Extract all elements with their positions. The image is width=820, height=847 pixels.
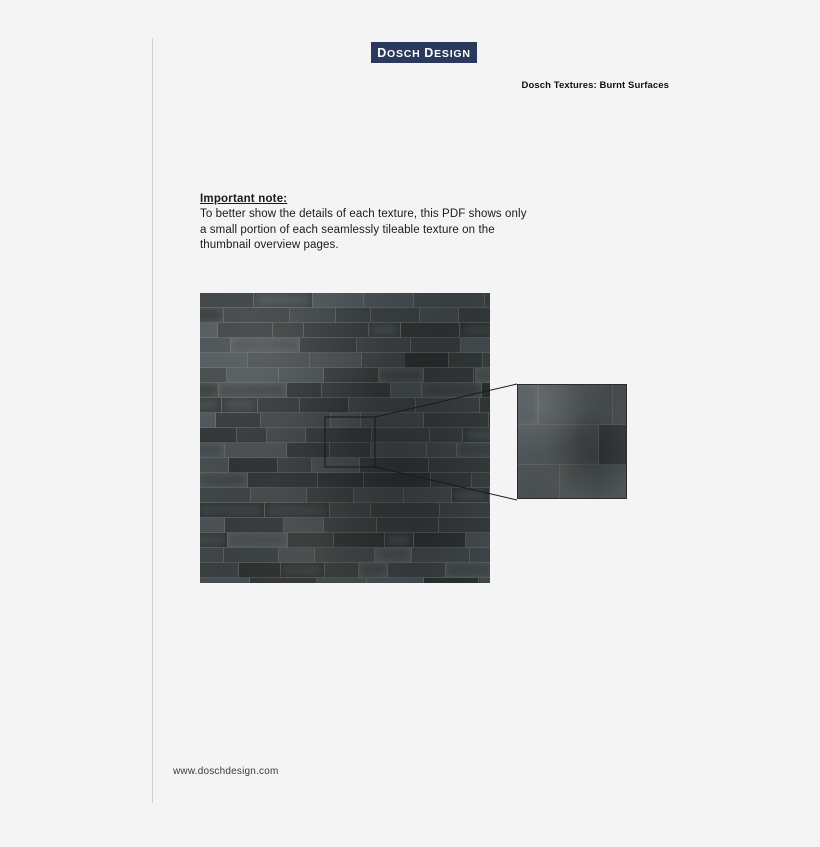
dosch-design-logo [371, 42, 477, 63]
brick-pattern [200, 293, 490, 583]
footer-website: www.doschdesign.com [173, 766, 279, 777]
page-title: Dosch Textures: Burnt Surfaces [521, 80, 669, 91]
important-note [200, 193, 530, 254]
main-texture-image [200, 293, 490, 583]
detail-texture-image [517, 384, 627, 499]
left-vertical-rule [152, 38, 153, 803]
note-heading: Important note: [200, 193, 288, 205]
note-body: To better show the details of each texture, this PDF shows only a small portion of each seamlessly tileable texture on the thumbnail overview pages. [200, 208, 527, 251]
logo-text: DOSCH DESIGN [377, 45, 471, 60]
brick-pattern-detail [518, 385, 626, 498]
